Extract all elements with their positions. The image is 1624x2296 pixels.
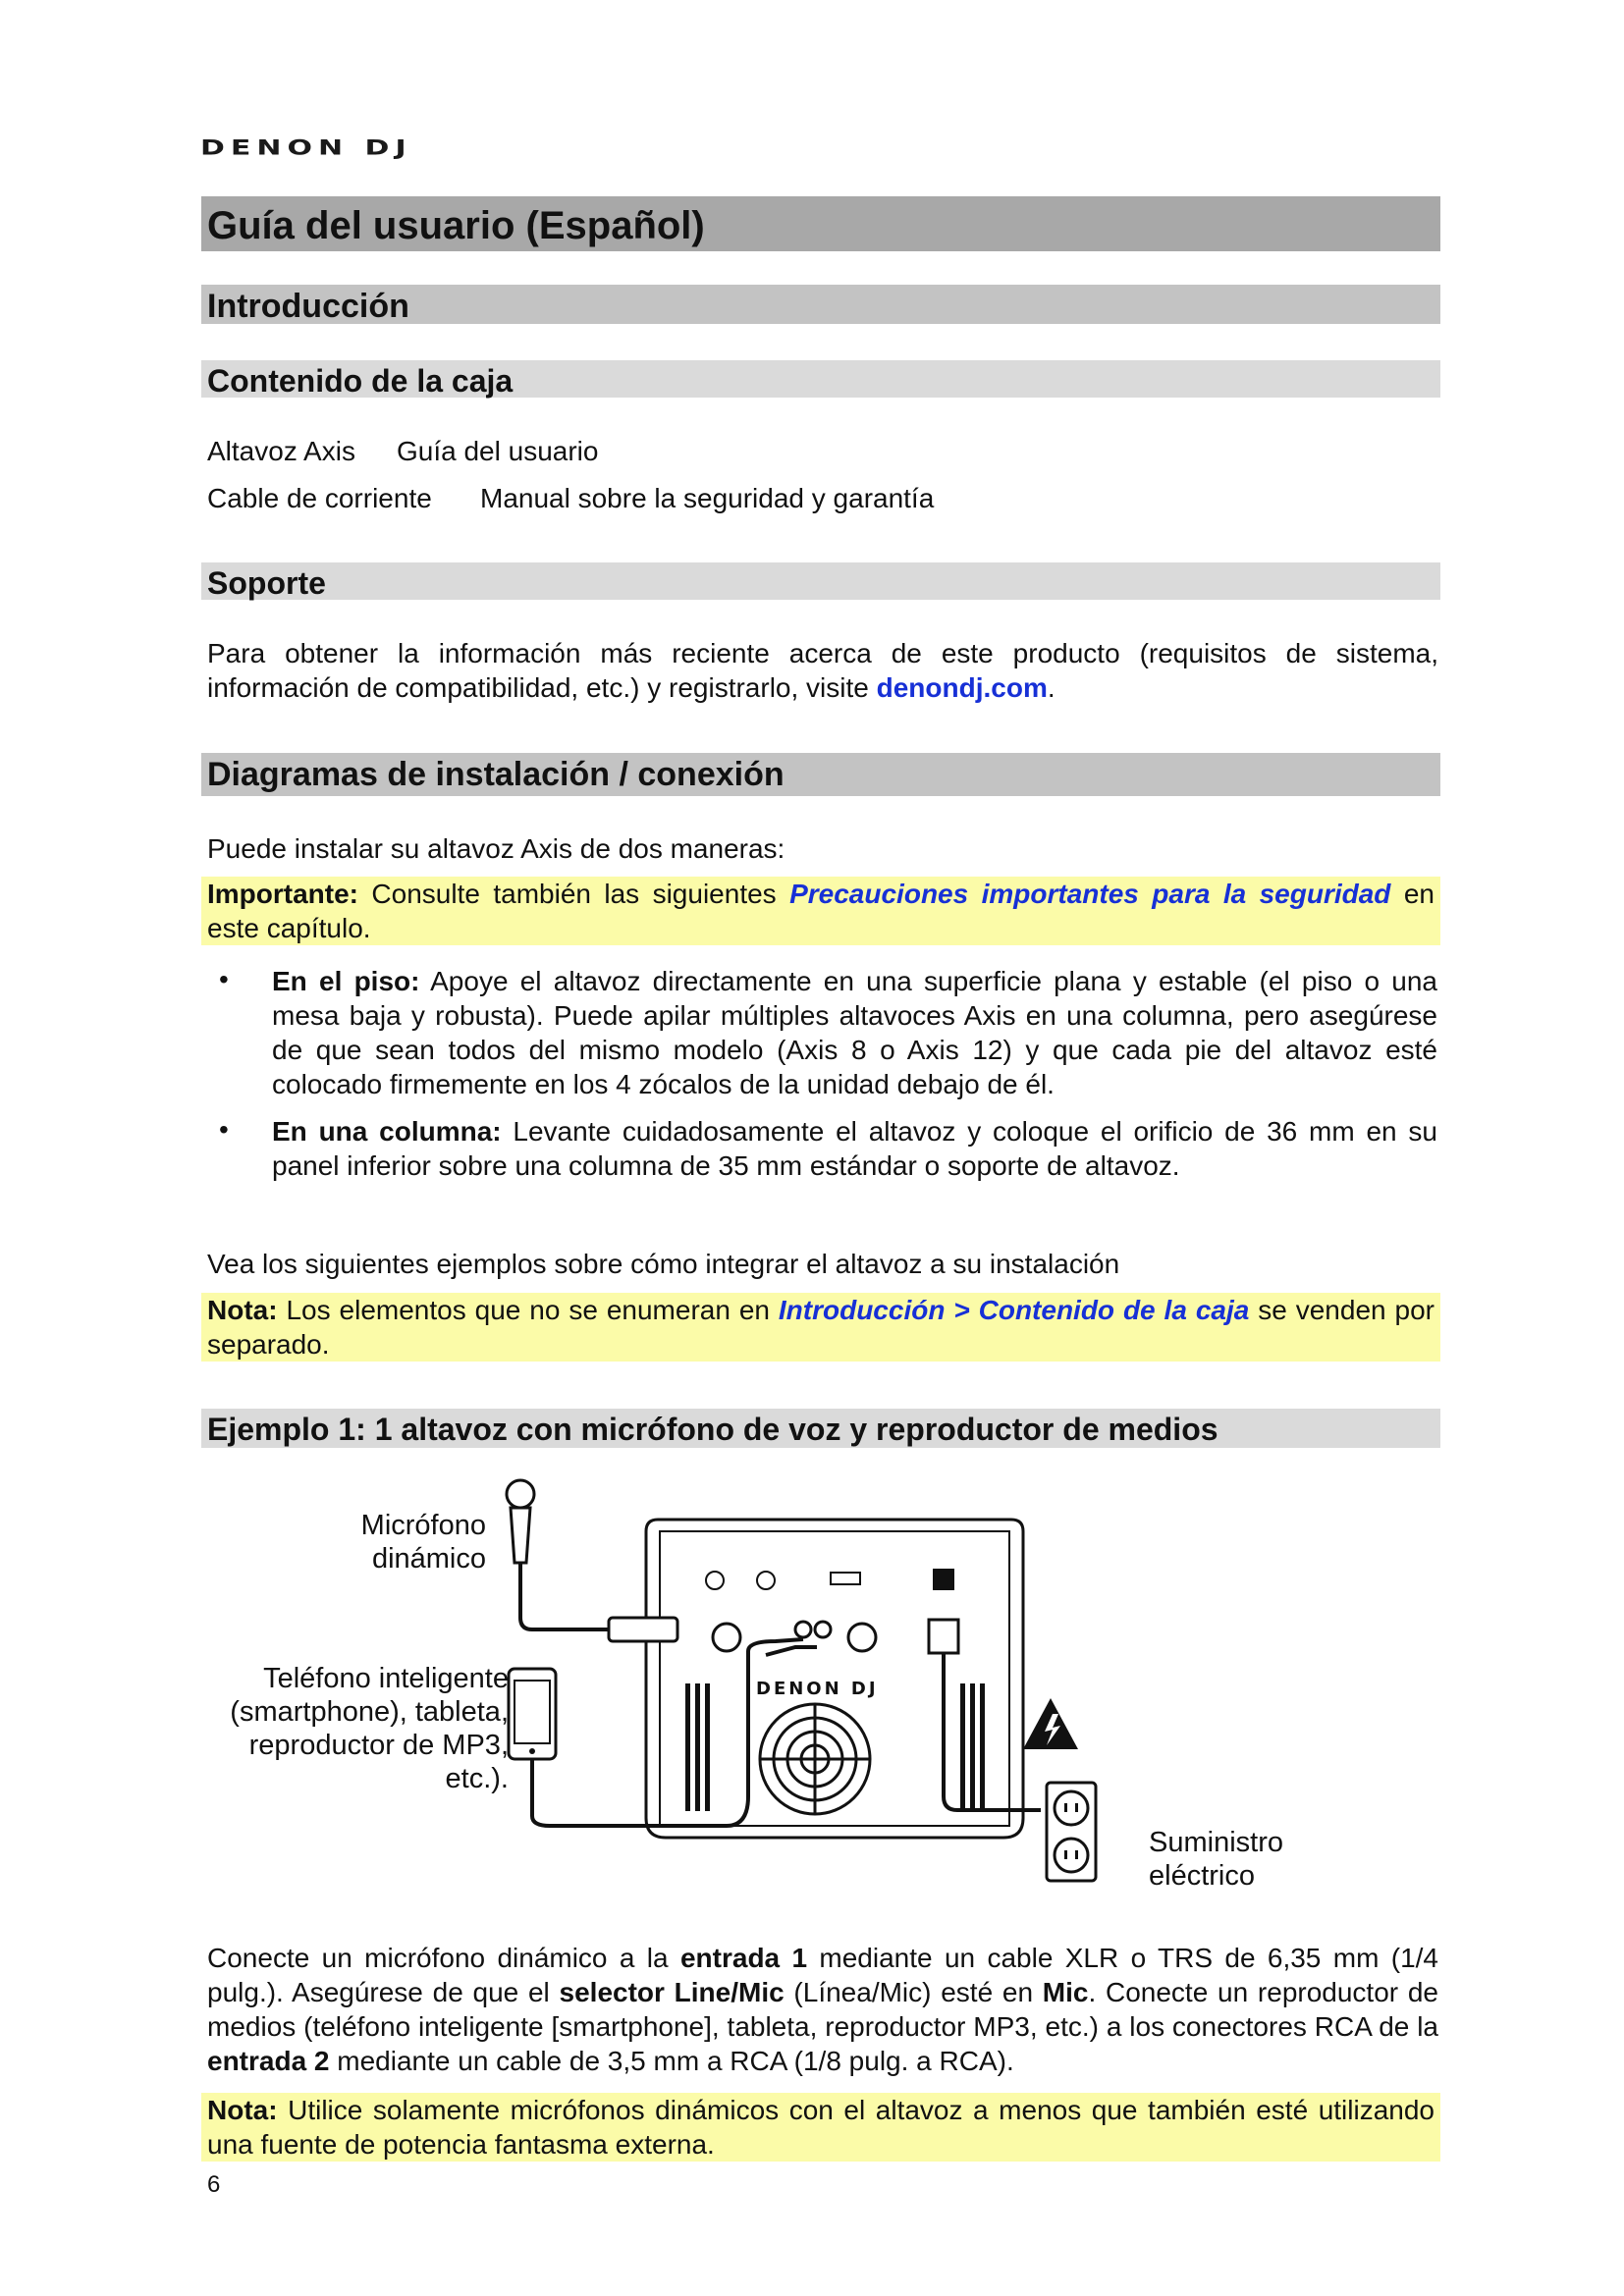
fan-grille [760, 1704, 870, 1814]
bullet-dot: • [219, 1114, 229, 1145]
example1-paragraph: Conecte un micrófono dinámico a la entrada 1 mediante un cable XLR o TRS de 6,35 mm (1/4 pulg.). Asegúrese de que el selector Line/Mic (Línea/Mic) esté en Mic. Conecte un reproductor de medios (teléfono inteligente [smartphone], tableta, reproductor MP3, etc.) a los conectores RCA de la entrada 2 mediante un cable de 3,5 mm a RCA (1/8 pulg. a RCA). [207, 1943, 1438, 2076]
page-title: Guía del usuario (Español) [207, 204, 705, 247]
page-title-bar [201, 196, 1440, 251]
box-item-power-cable: Cable de corriente [207, 483, 432, 513]
intro-heading-bar [201, 285, 1440, 324]
diagrams-lead: Puede instalar su altavoz Axis de dos maneras: [207, 833, 785, 864]
box-contents-heading: Contenido de la caja [207, 363, 514, 399]
rca-jack-r [815, 1622, 831, 1637]
safety-precautions-link[interactable]: Precauciones importantes para la seguridad [789, 879, 1391, 909]
bullet-pole: En una columna: Levante cuidadosamente el altavoz y coloque el orificio de 36 mm en su panel inferior sobre una columna de 35 mm estándar o soporte de altavoz. [272, 1116, 1437, 1181]
diagrams-heading-bar [201, 753, 1440, 796]
support-heading: Soporte [207, 565, 326, 601]
warning-icon [1023, 1698, 1078, 1749]
box-item-safety-manual: Manual sobre la seguridad y garantía [480, 483, 935, 513]
important-note: Importante: Consulte también las siguientes Precauciones importantes para la seguridad en este capítulo. [201, 877, 1440, 945]
smartphone-icon [509, 1669, 556, 1759]
box-contents-link[interactable]: Introducción > Contenido de la caja [778, 1295, 1250, 1325]
examples-lead: Vea los siguientes ejemplos sobre cómo integrar el altavoz a su instalación [207, 1249, 1120, 1279]
media-player-label: Teléfono inteligente (smartphone), tableta, reproductor de MP3, etc.). [230, 1663, 509, 1794]
box-item-guide: Guía del usuario [397, 436, 599, 466]
example1-heading: Ejemplo 1: 1 altavoz con micrófono de voz y reproductor de medios [207, 1412, 1218, 1447]
support-link[interactable]: denondj.com [876, 672, 1048, 703]
vent-right [960, 1683, 985, 1811]
brand-logo: DENON DJ [200, 135, 412, 161]
bullet-floor: En el piso: Apoye el altavoz directamente en una superficie plana y estable (el piso o una mesa baja y robusta). Puede apilar múltiples altavoces Axis en una columna, pero asegúrese de que sean todos del mismo modelo (Axis 8 o Axis 12) y que cada pie del altavoz esté colocado firmemente en los 4 zócalos de la unidad debajo de él. [272, 966, 1437, 1099]
page-number: 6 [207, 2171, 221, 2198]
support-heading-bar [201, 562, 1440, 600]
mic-cable [520, 1563, 609, 1629]
power-switch [933, 1569, 954, 1590]
power-outlet-icon [1047, 1783, 1096, 1881]
example1-heading-bar [201, 1409, 1440, 1448]
box-contents-heading-bar [201, 360, 1440, 398]
intro-heading: Introducción [207, 288, 409, 325]
microphone-icon [507, 1480, 534, 1563]
support-paragraph: Para obtener la información más reciente acerca de este producto (requisitos de sistema, información de compatibilidad, etc.) y registrarlo, visite denondj.com. [207, 638, 1438, 703]
xlr-plug [609, 1618, 677, 1641]
sold-separately-note: Nota: Los elementos que no se enumeran en Introducción > Contenido de la caja se venden por separado. [201, 1293, 1440, 1362]
diagrams-heading: Diagramas de instalación / conexión [207, 756, 785, 793]
box-item-speaker: Altavoz Axis [207, 436, 355, 466]
connection-diagram [491, 1472, 1159, 1904]
bullet-dot: • [219, 964, 229, 994]
power-supply-label: Suministro eléctrico [1149, 1827, 1283, 1892]
phantom-power-note: Nota: Utilice solamente micrófonos dinámicos con el altavoz a menos que también esté utilizando una fuente de potencia fantasma externa. [201, 2093, 1440, 2162]
rca-jack-l [795, 1622, 811, 1637]
panel-brand-text: DENON DJ [756, 1679, 879, 1699]
vent-left [685, 1683, 710, 1811]
mic-label: Micrófono dinámico [360, 1510, 486, 1575]
